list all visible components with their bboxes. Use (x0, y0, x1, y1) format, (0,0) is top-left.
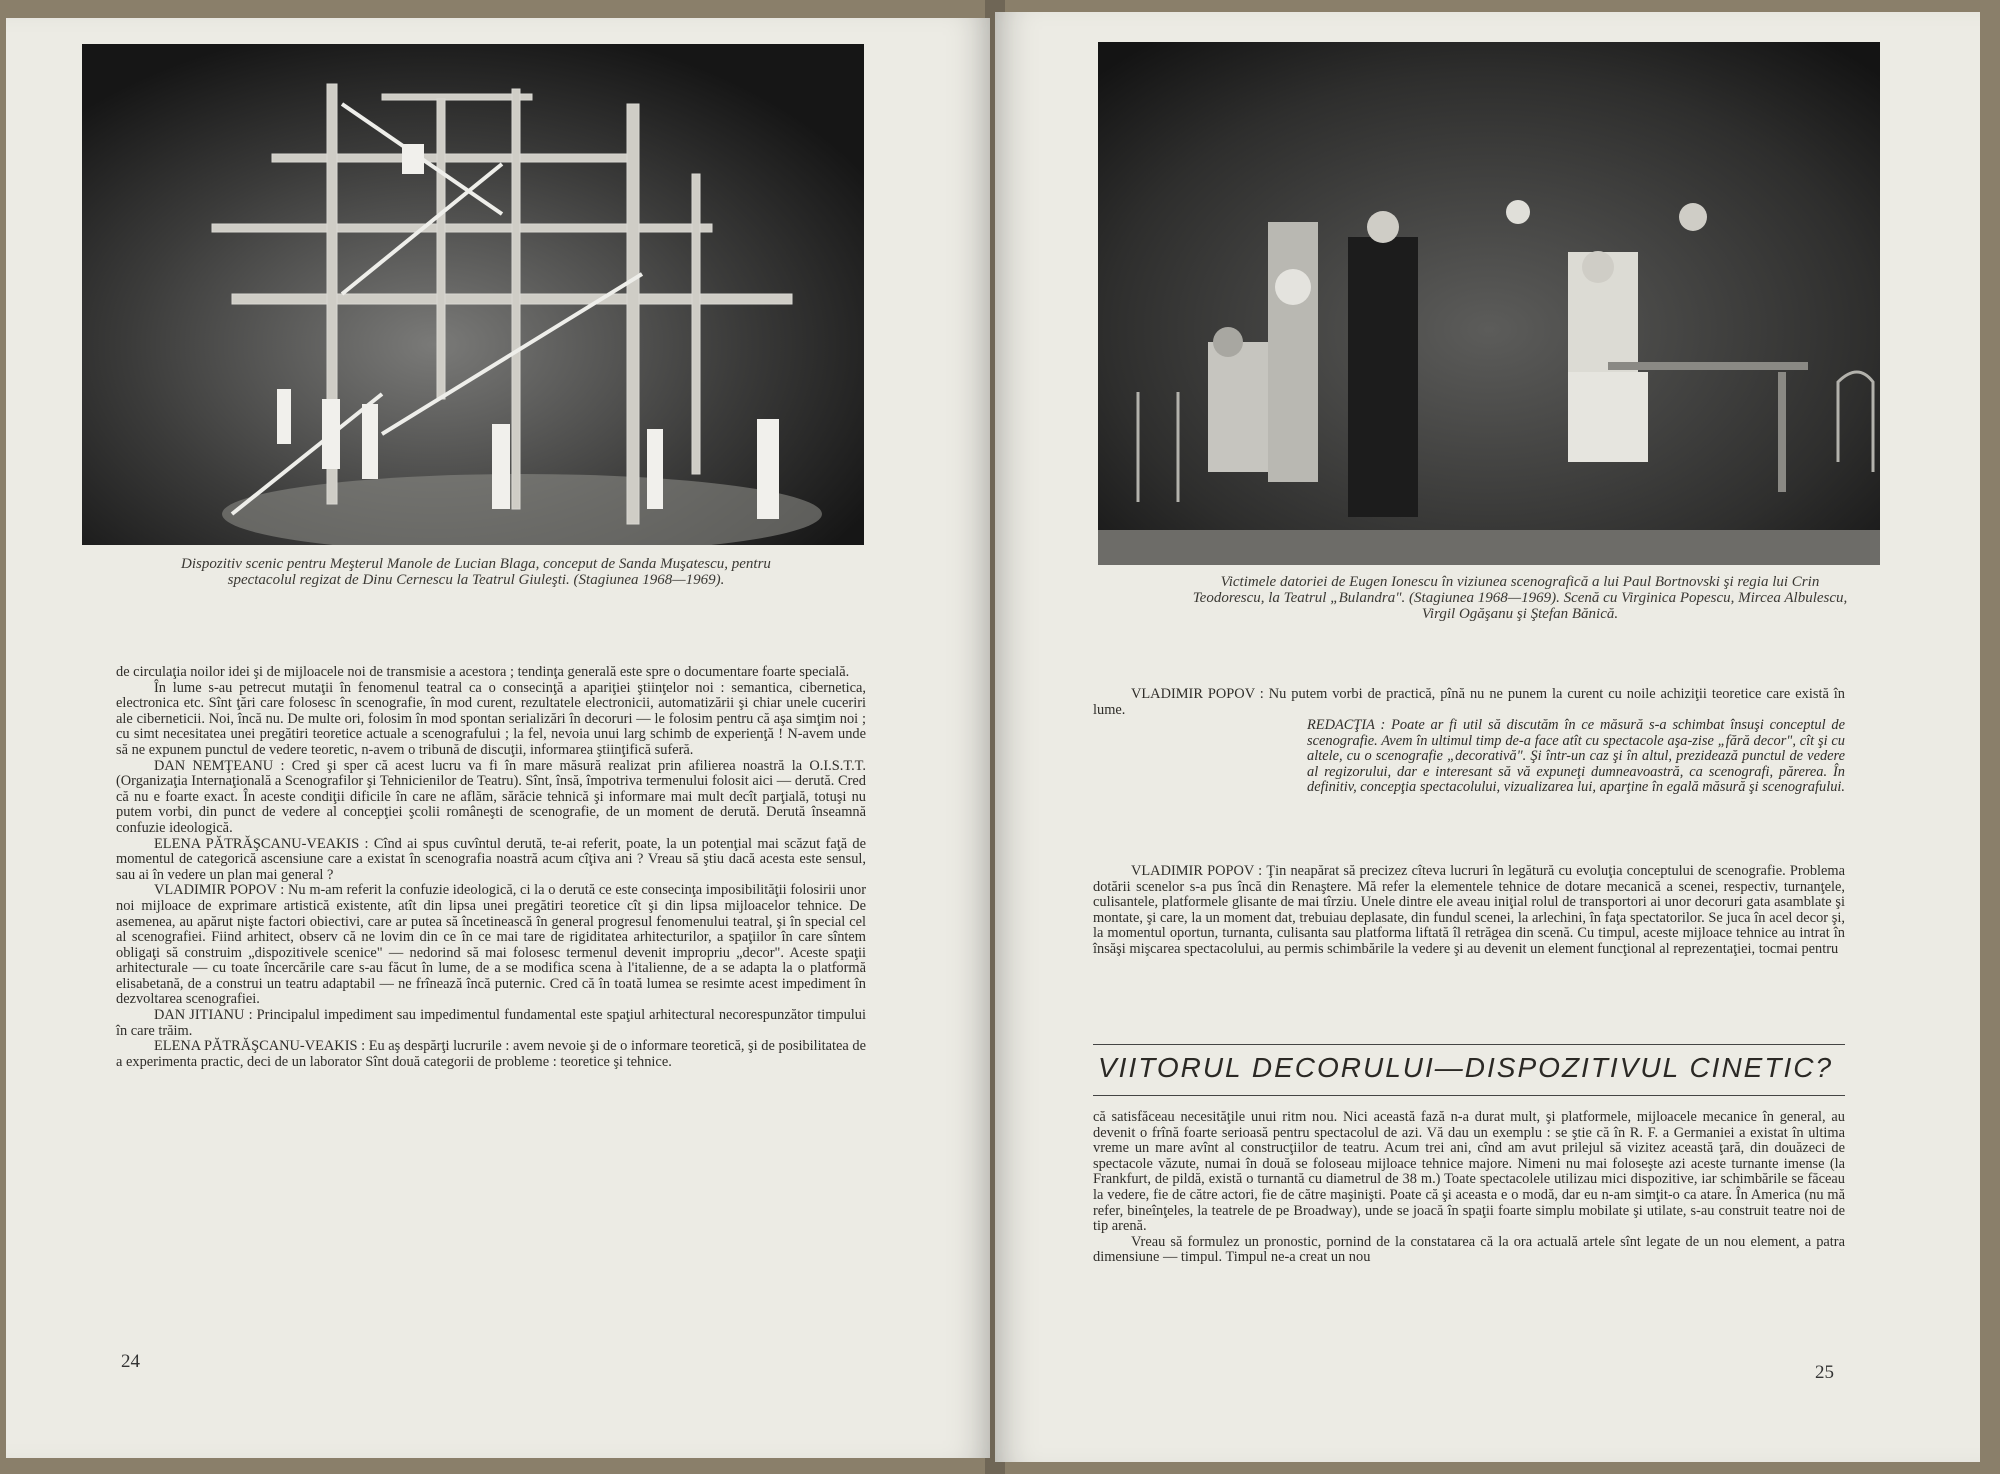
photo-scaffold-svg (82, 44, 864, 545)
stage-scaffold-photo (82, 44, 864, 545)
redactia-block (1307, 718, 1845, 796)
left-caption-text: Dispozitiv scenic pentru Meşterul Manole de Lucian Blaga, conceput de Sanda Muşatescu, pentru spectacolul regizat de Dinu Cernescu la Teatrul Giuleşti. (Stagiunea 1968—1969). (181, 556, 771, 588)
section-rule-bottom (1093, 1095, 1845, 1096)
right-paragraph-popov-2: VLADIMIR POPOV : Ţin neapărat să precizez cîteva lucruri în legătură cu evoluţia conceptului de scenografie. Problema dotării scenelor s-a pus încă din Renaştere. Mă refer la elementele tehnice de dotare mecanică a scenei, respectiv, turnanţele, culisantele, platformele glisante de mai tîrziu. Unele dintre ele aveau iniţial rolul de transportori ai unor decoruri gata asamblate şi montate, şi care, la un moment dat, trebuiau deplasate, din fundul scenei, la arlechini, în faţa spectatorilor. Se juca în acel decor şi, la momentul oportun, turnanta, culisanta sau platforma liftată îl retrăgea din scenă. Cu timpul, aceste mijloace tehnice au intrat în însăşi mişcarea spectacolului, au permis schimbările la vedere şi au devenit un element funcţional al reprezentaţiei, tocmai pentru (1093, 863, 1845, 957)
right-popov-1 (1093, 687, 1845, 718)
left-photo-caption (156, 556, 796, 588)
left-paragraph-6: DAN JITIANU : Principalul impediment sau impedimentul fundamental este spaţiul arhitectural necorespunzător timpului în care trăim. (116, 1007, 866, 1039)
right-paragraph-after-1: că satisfăceau necesităţile unui ritm nou. Nici această fază n-a durat mult, şi platformele, mijloacele mecanice în general, au devenit o frînă foarte serioasă pentru spectacolul de azi. Vă dau un exemplu : se ştie că în R. F. a Germaniei a existat în ultima vreme un mare avînt al construcţiilor de teatru. Acum trei ani, cînd am avut prilejul să vizitez această ţară, din douăzeci de spectacole văzute, numai în două se foloseau mijloace tehnice majore. Nimeni nu mai foloseşte azi aceste turnante imense (la Frankfurt, de pildă, există o turnantă cu diametrul de 38 m.) Toate spectacolele utilizau mici dispozitive, iar schimbările se făceau la vedere, fie de către actori, fie de către maşinişti. Poate că şi aceasta e o modă, dar eu n-am simţit-o ca atare. În America (nu mă refer, bineînţeles, la teatrele de pe Broadway), unde se joacă în spaţii foarte simplu mobilate şi utilate, s-au construit teatre noi de tip arenă. (1093, 1109, 1845, 1235)
section-rule-top (1093, 1044, 1845, 1045)
left-text-column (116, 665, 866, 1070)
left-paragraph-3: DAN NEMŢEANU : Cred şi sper că acest lucru va fi în mare măsură realizat prin afilierea noastră la O.I.S.T.T. (Organizaţia Internaţională a Scenografilor şi Tehnicienilor de Teatru). Sînt, însă, împotriva termenului folosit aici — derută. Cred că nu e foarte exact. În aceste condiţii dificile în care ne aflăm, sărăcie tehnică şi informare mai mult decît parţială, totuşi nu putem vorbi, din punct de vedere al concepţiei şcolii româneşti de scenografie, de un moment de derută. Derută înseamnă confuzie ideologică. (116, 757, 866, 836)
redactia-text: REDACŢIA : Poate ar fi util să discutăm în ce măsură s-a schimbat însuşi conceptul de scenografie. Avem în ultimul timp de-a face atît cu spectacole aşa-zise „fără decor", cît şi cu altele, cu o scenografie „decorativă". Şi într-un caz şi în altul, prezidează punctul de vedere al regizorului, dar e interesant să vă expuneţi dumneavoastră, ca scenografi, părerea. În definitiv, concepţia spectacolului, vizualizarea lui, aparţine în egală măsură şi scenografului. (1307, 717, 1845, 796)
right-page (995, 12, 1980, 1462)
right-paragraph-popov-1: VLADIMIR POPOV : Nu putem vorbi de practică, pînă nu ne punem la curent cu noile achiziţii teoretice care există în lume. (1093, 686, 1845, 718)
left-paragraph-7: ELENA PĂTRĂŞCANU-VEAKIS : Eu aş despărţi lucrurile : avem nevoie şi de o informare teoretică, şi de posibilitatea de a experimenta practic, deci de un laborator Sînt două categorii de probleme : teoretice şi tehnice. (116, 1038, 866, 1070)
left-page-number: 24 (121, 1351, 140, 1372)
left-paragraph-2: În lume s-au petrecut mutaţii în fenomenul teatral ca o consecinţă a apariţiei ştiinţelor noi : semantica, cibernetica, electronica etc. Sînt ţări care folosesc în scenografie, în mod curent, rezultatele electronicii, automatizării şi chiar unele cuceriri ale ciberneticii. Noi, încă nu. De multe ori, folosim în mod spontan serializări în decoruri — le folosim pentru că aşa simţim noi ; cu simt necesitatea unei pregătiri teoretice actuale a scenografului ; la fel, nevoia unui larg schimb de experienţă ! N-avem unde să ne expunem punctul de vedere teoretic, n-avem o tribună de discuţii, informarea ştiinţifică suferă. (116, 679, 866, 758)
left-page (6, 18, 990, 1458)
right-page-number: 25 (1815, 1362, 1834, 1383)
left-paragraph-5: VLADIMIR POPOV : Nu m-am referit la confuzie ideologică, ci la o derută ce este consecinţa imposibilităţii folosirii unor noi mijloace de exprimare artistică existente, atît din lipsa unei pregătiri teoretice cît şi din lipsa mijloacelor tehnice. De asemenea, au apărut nişte factori obiectivi, care ar putea să încetinească în general progresul fenomenului teatral, şi în special cel al scenografiei. Fiind arhitect, observ că ne lovim din ce în ce mai tare de rigiditatea arhitecturilor, a spaţiilor în care sîntem obligaţi să construim „dispozitivele scenice" — nedorind să mai folosesc termenul devenit impropriu „decor". Aceste spaţii arhitecturale — cu toate încercările care s-au făcut în lume, de a se modifica scena à l'italienne, de a se adapta la o platformă elisabetană, de a construi un teatru adaptabil — ne frînează încă puternic. Cred că în toată lumea se resimte acest impediment în dezvoltarea scenografiei. (116, 882, 866, 1008)
right-text-after (1093, 1110, 1845, 1266)
section-title: VIITORUL DECORULUI—DISPOZITIVUL CINETIC? (1098, 1052, 1834, 1083)
right-popov-2 (1093, 864, 1845, 958)
left-paragraph-4: ELENA PĂTRĂŞCANU-VEAKIS : Cînd ai spus cuvîntul derută, te-ai referit, poate, la un potenţial mai scăzut faţă de momentul de categorică ascensiune care a existat în scenografia noastră acum cîţiva ani ? Vreau să ştiu dacă acesta este sensul, sau ai în vedere un plan mai general ? (116, 835, 866, 883)
right-photo-caption (1190, 574, 1850, 622)
right-paragraph-after-2: Vreau să formulez un pronostic, pornind de la constatarea că la ora actuală artele sînt legate de un nou element, a patra dimensiune — timpul. Timpul ne-a creat un nou (1093, 1233, 1845, 1266)
photo-scene-svg (1098, 42, 1880, 565)
left-paragraph-1: de circulaţia noilor idei şi de mijloacele noi de transmisie a acestora ; tendinţa generală este spre o documentare foarte specială. (116, 664, 850, 680)
stage-scene-photo (1098, 42, 1880, 565)
right-caption-text: Victimele datoriei de Eugen Ionescu în viziunea scenografică a lui Paul Bortnovski şi regia lui Crin Teodorescu, la Teatrul „Bulandra". (Stagiunea 1968—1969). Scenă cu Virginica Popescu, Mircea Albulescu, Virgil Ogăşanu şi Ştefan Bănică. (1192, 574, 1848, 622)
